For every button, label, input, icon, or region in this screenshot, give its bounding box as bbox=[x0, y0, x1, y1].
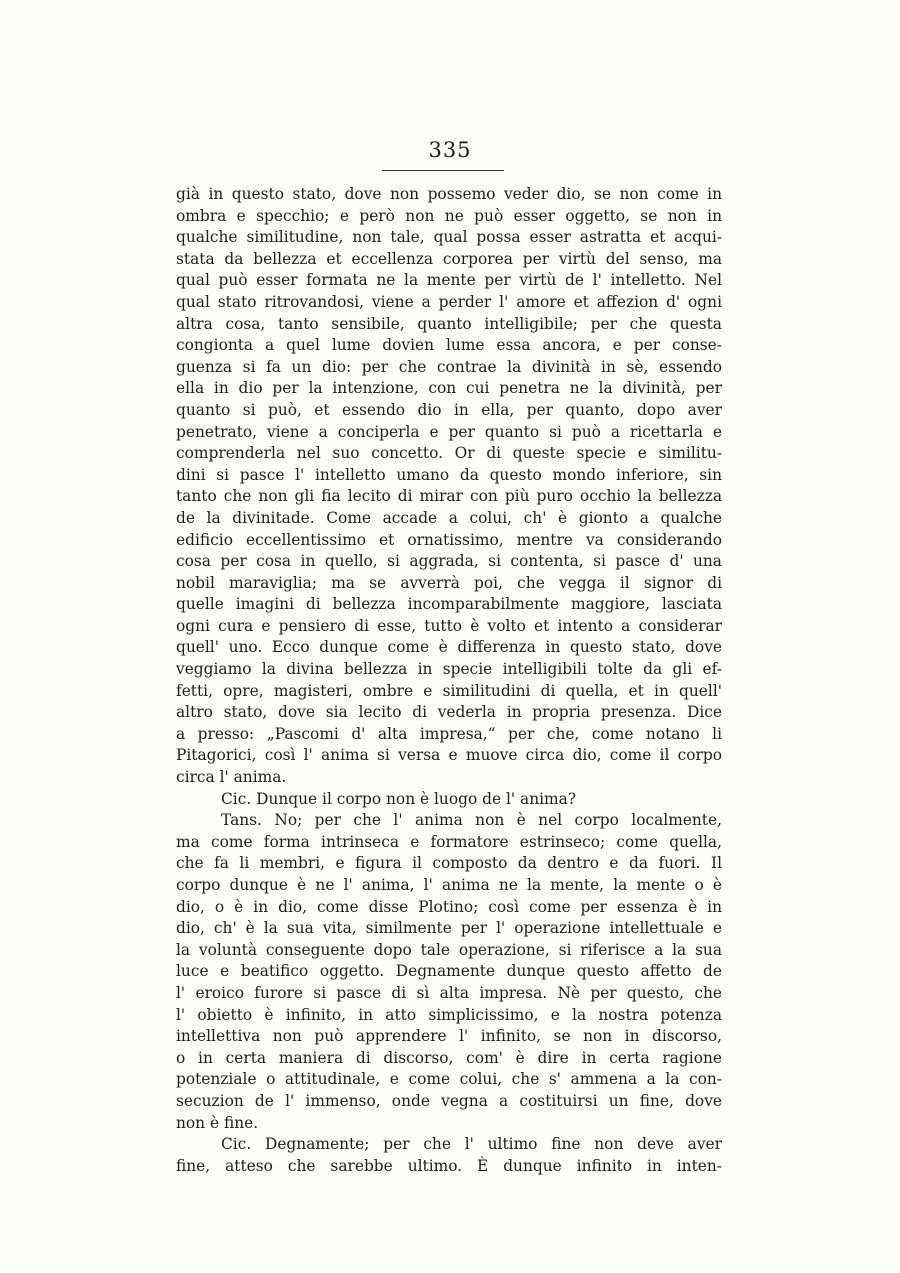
text-line: penetrato, viene a conciperla e per quanto si può a ricettarla e bbox=[176, 422, 722, 441]
text-line: quanto si può, et essendo dio in ella, per quanto, dopo aver bbox=[176, 400, 722, 419]
text-line: dio, o è in dio, come disse Plotino; così come per essenza è in bbox=[176, 897, 722, 916]
text-line: l' obietto è infinito, in atto simplicissimo, e la nostra potenza bbox=[176, 1005, 722, 1024]
text-line: a presso: „Pascomi d' alta impresa,“ per che, come notano li bbox=[176, 724, 722, 743]
text-line: non è fine. bbox=[176, 1113, 259, 1132]
text-line: Pitagorici, così l' anima si versa e muove circa dio, come il corpo bbox=[176, 746, 722, 765]
body-text bbox=[176, 184, 722, 1177]
text-line: comprenderla nel suo concetto. Or di queste specie e similitu- bbox=[176, 444, 722, 463]
text-line: congionta a quel lume dovien lume essa ancora, e per conse- bbox=[176, 336, 722, 355]
text-line: fetti, opre, magisteri, ombre e similitudini di quella, et in quell' bbox=[176, 681, 722, 700]
text-line: ombra e specchio; e però non ne può esser oggetto, se non in bbox=[176, 206, 722, 225]
text-line: ma come forma intrinseca e formatore estrinseco; come quella, bbox=[176, 832, 722, 851]
text-line: cosa per cosa in quello, si aggrada, si contenta, si pasce d' una bbox=[176, 552, 722, 571]
text-line: altra cosa, tanto sensibile, quanto intelligibile; per che questa bbox=[176, 314, 722, 333]
text-line: Cic. Degnamente; per che l' ultimo fine non deve aver bbox=[221, 1135, 722, 1154]
text-line: la voluntà conseguente dopo tale operazione, si riferisce a la sua bbox=[176, 940, 722, 959]
text-line: tanto che non gli fia lecito di mirar con più puro occhio la bellezza bbox=[176, 487, 722, 506]
text-line: altro stato, dove sia lecito di vederla in propria presenza. Dice bbox=[176, 703, 722, 722]
text-line: Tans. No; per che l' anima non è nel corpo localmente, bbox=[221, 811, 722, 830]
text-line: potenziale o attitudinale, e come colui, che s' ammena a la con- bbox=[176, 1070, 722, 1089]
text-line: dini si pasce l' intelletto umano da questo mondo inferiore, sin bbox=[176, 465, 722, 484]
text-line: luce e beatifico oggetto. Degnamente dunque questo affetto de bbox=[176, 962, 722, 981]
text-line: secuzion de l' immenso, onde vegna a costituirsi un fine, dove bbox=[176, 1091, 722, 1110]
text-line: l' eroico furore si pasce di sì alta impresa. Nè per questo, che bbox=[176, 983, 722, 1002]
header-rule bbox=[382, 170, 504, 171]
text-line: stata da bellezza et eccellenza corporea per virtù del senso, ma bbox=[176, 249, 722, 268]
text-line: corpo dunque è ne l' anima, l' anima ne la mente, la mente o è bbox=[176, 876, 722, 894]
text-line: già in questo stato, dove non possemo veder dio, se non come in bbox=[176, 185, 722, 203]
text-line: qual può esser formata ne la mente per virtù de l' intelletto. Nel bbox=[176, 271, 722, 290]
text-line: che fa li membri, e figura il composto da dentro e da fuori. Il bbox=[176, 854, 722, 873]
text-line: intellettiva non può apprendere l' infinito, se non in discorso, bbox=[176, 1027, 722, 1046]
text-line: guenza si fa un dio: per che contrae la divinità in sè, essendo bbox=[176, 357, 722, 376]
text-line: ogni cura e pensiero di esse, tutto è volto et intento a considerar bbox=[176, 616, 722, 635]
text-line: circa l' anima. bbox=[176, 768, 287, 787]
text-line: ella in dio per la intenzione, con cui penetra ne la divinità, per bbox=[176, 379, 722, 398]
text-line: fine, atteso che sarebbe ultimo. È dunque infinito in inten- bbox=[176, 1156, 722, 1175]
text-line: edificio eccellentissimo et ornatissimo, mentre va considerando bbox=[176, 530, 722, 549]
text-line: quell' uno. Ecco dunque come è differenza in questo stato, dove bbox=[176, 638, 722, 657]
text-line: quelle imagini di bellezza incomparabilmente maggiore, lasciata bbox=[176, 595, 722, 614]
text-line: o in certa maniera di discorso, com' è dire in certa ragione bbox=[176, 1048, 722, 1067]
text-line: qual stato ritrovandosi, viene a perder l' amore et affezion d' ogni bbox=[176, 292, 722, 311]
text-line: qualche similitudine, non tale, qual possa esser astratta et acqui- bbox=[176, 228, 722, 247]
page-number: 335 bbox=[428, 138, 472, 162]
text-line: nobil maraviglia; ma se avverrà poi, che vegga il signor di bbox=[176, 573, 722, 592]
text-line: dio, ch' è la sua vita, similmente per l' operazione intellettuale e bbox=[176, 919, 722, 938]
text-line: Cic. Dunque il corpo non è luogo de l' anima? bbox=[221, 789, 577, 808]
text-line: veggiamo la divina bellezza in specie intelligibili tolte da gli ef- bbox=[176, 660, 722, 679]
text-line: de la divinitade. Come accade a colui, ch' è gionto a qualche bbox=[176, 508, 722, 527]
